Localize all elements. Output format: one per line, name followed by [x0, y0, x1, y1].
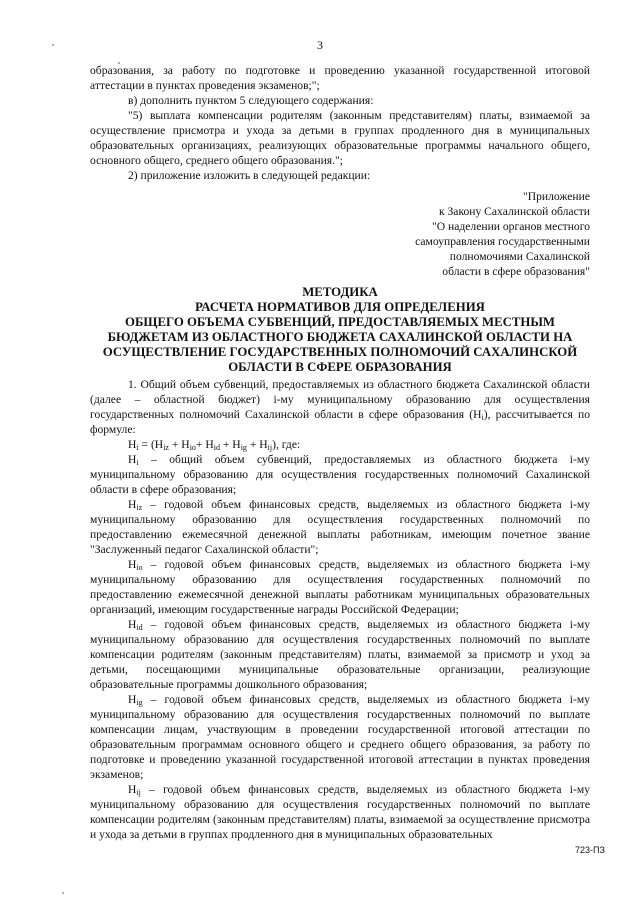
definition-hi: $Н_i$ – общий объем субвенций, предоставляемых из областного бюджета i-му муниципальному образованию для осуществления государственных полномочий Сахалинской области в сфере образования; — [90, 453, 590, 496]
definition-hij: $Н_{ij}$ – годовой объем финансовых средств, выделяемых из областного бюджета i-му муниципальному образованию для осуществления государственных полномочий по выплате компенсации родителям (законным представителям) платы, взимаемой за осуществление присмотра и ухода за детьми в группах продленного дня в муниципальных образовательных — [90, 783, 590, 841]
methodology-title — [90, 285, 590, 375]
title-line: ОБЩЕГО ОБЪЕМА СУБВЕНЦИЙ, ПРЕДОСТАВЛЯЕМЫХ МЕСТНЫМ — [125, 315, 555, 329]
paragraph-item-v: в) дополнить пунктом 5 следующего содержания: — [128, 94, 374, 107]
document-body — [90, 63, 590, 842]
title-line: МЕТОДИКА — [302, 285, 378, 299]
appendix-line: к Закону Сахалинской области — [438, 205, 590, 218]
appendix-line: самоуправления государственными — [415, 235, 590, 248]
definition-hid: $Н_{id}$ – годовой объем финансовых средств, выделяемых из областного бюджета i-му муниципальному образованию для осуществления государственных полномочий по выплате компенсации родителям (законным представителям) платы, взимаемой за присмотр и уход за детьми, посещающими муниципальные образовательные организации, реализующие образовательные программы дошкольного образования; — [90, 618, 590, 691]
appendix-line: области в сфере образования" — [442, 265, 590, 278]
document-code: 723-ПЗ — [575, 845, 605, 855]
definition-hio: $Н_{io}$ – годовой объем финансовых средств, выделяемых из областного бюджета i-му муниципальному образованию для осуществления государственных полномочий по предоставлению ежемесячной денежной выплаты работникам муниципальных образовательных организаций, имеющим государственные награды Российской Федерации; — [90, 558, 590, 616]
paragraph: образования, за работу по подготовке и проведению указанной государственной итоговой аттестации в пунктах проведения экзаменов;"; — [90, 64, 590, 92]
paragraph-item-2: 2) приложение изложить в следующей редакции: — [128, 169, 371, 182]
page-number: 3 — [317, 38, 323, 52]
title-line: ОСУЩЕСТВЛЕНИЕ ГОСУДАРСТВЕННЫХ ПОЛНОМОЧИЙ САХАЛИНСКОЙ — [102, 345, 578, 359]
definition-hiz: $Н_{iz}$ – годовой объем финансовых средств, выделяемых из областного бюджета i-му муниципальному образованию для осуществления государственных полномочий по предоставлению ежемесячной денежной выплаты работникам, имеющим почетное звание "Заслуженный педагог Сахалинской области"; — [90, 498, 590, 556]
title-line: ОБЛАСТИ В СФЕРЕ ОБРАЗОВАНИЯ — [228, 360, 452, 374]
scan-speck — [62, 892, 64, 894]
formula: $Н_i = (Н_{iz} + Н_{io}+ Н_{id} + Н_{ig} + Н_{ij})$, где: — [128, 438, 301, 452]
appendix-line: "Приложение — [523, 190, 590, 203]
title-line: БЮДЖЕТАМ ИЗ ОБЛАСТНОГО БЮДЖЕТА САХАЛИНСКОЙ ОБЛАСТИ НА — [107, 330, 573, 344]
appendix-line: полномочиями Сахалинской — [449, 250, 590, 263]
title-line: РАСЧЕТА НОРМАТИВОВ ДЛЯ ОПРЕДЕЛЕНИЯ — [195, 300, 485, 314]
appendix-header — [360, 189, 590, 279]
appendix-line: "О наделении органов местного — [432, 220, 590, 233]
definition-hig: $Н_{ig}$ – годовой объем финансовых средств, выделяемых из областного бюджета i-му муниципальному образованию для осуществления государственных полномочий по выплате компенсации лицам, участвующим в проведении государственной итоговой аттестации по образовательным программам основного общего и среднего общего образования, за работу по подготовке и проведению указанной государственной итоговой аттестации в пунктах проведения экзаменов; — [90, 693, 590, 781]
paragraph-item-5: "5) выплата компенсации родителям (законным представителям) платы, взимаемой за осуществление присмотра и ухода за детьми в группах продленного дня в муниципальных образовательных организациях, реализующих образовательные программы начального общего, основного общего, среднего общего образования."; — [90, 109, 590, 167]
clause-1: 1. Общий объем субвенций, предоставляемых из областного бюджета Сахалинской области (далее – областной бюджет) i-му муниципальному образованию для осуществления государственных полномочий Сахалинской области в сфере образования $(Н_i)$, рассчитывается по формуле: — [90, 378, 590, 436]
